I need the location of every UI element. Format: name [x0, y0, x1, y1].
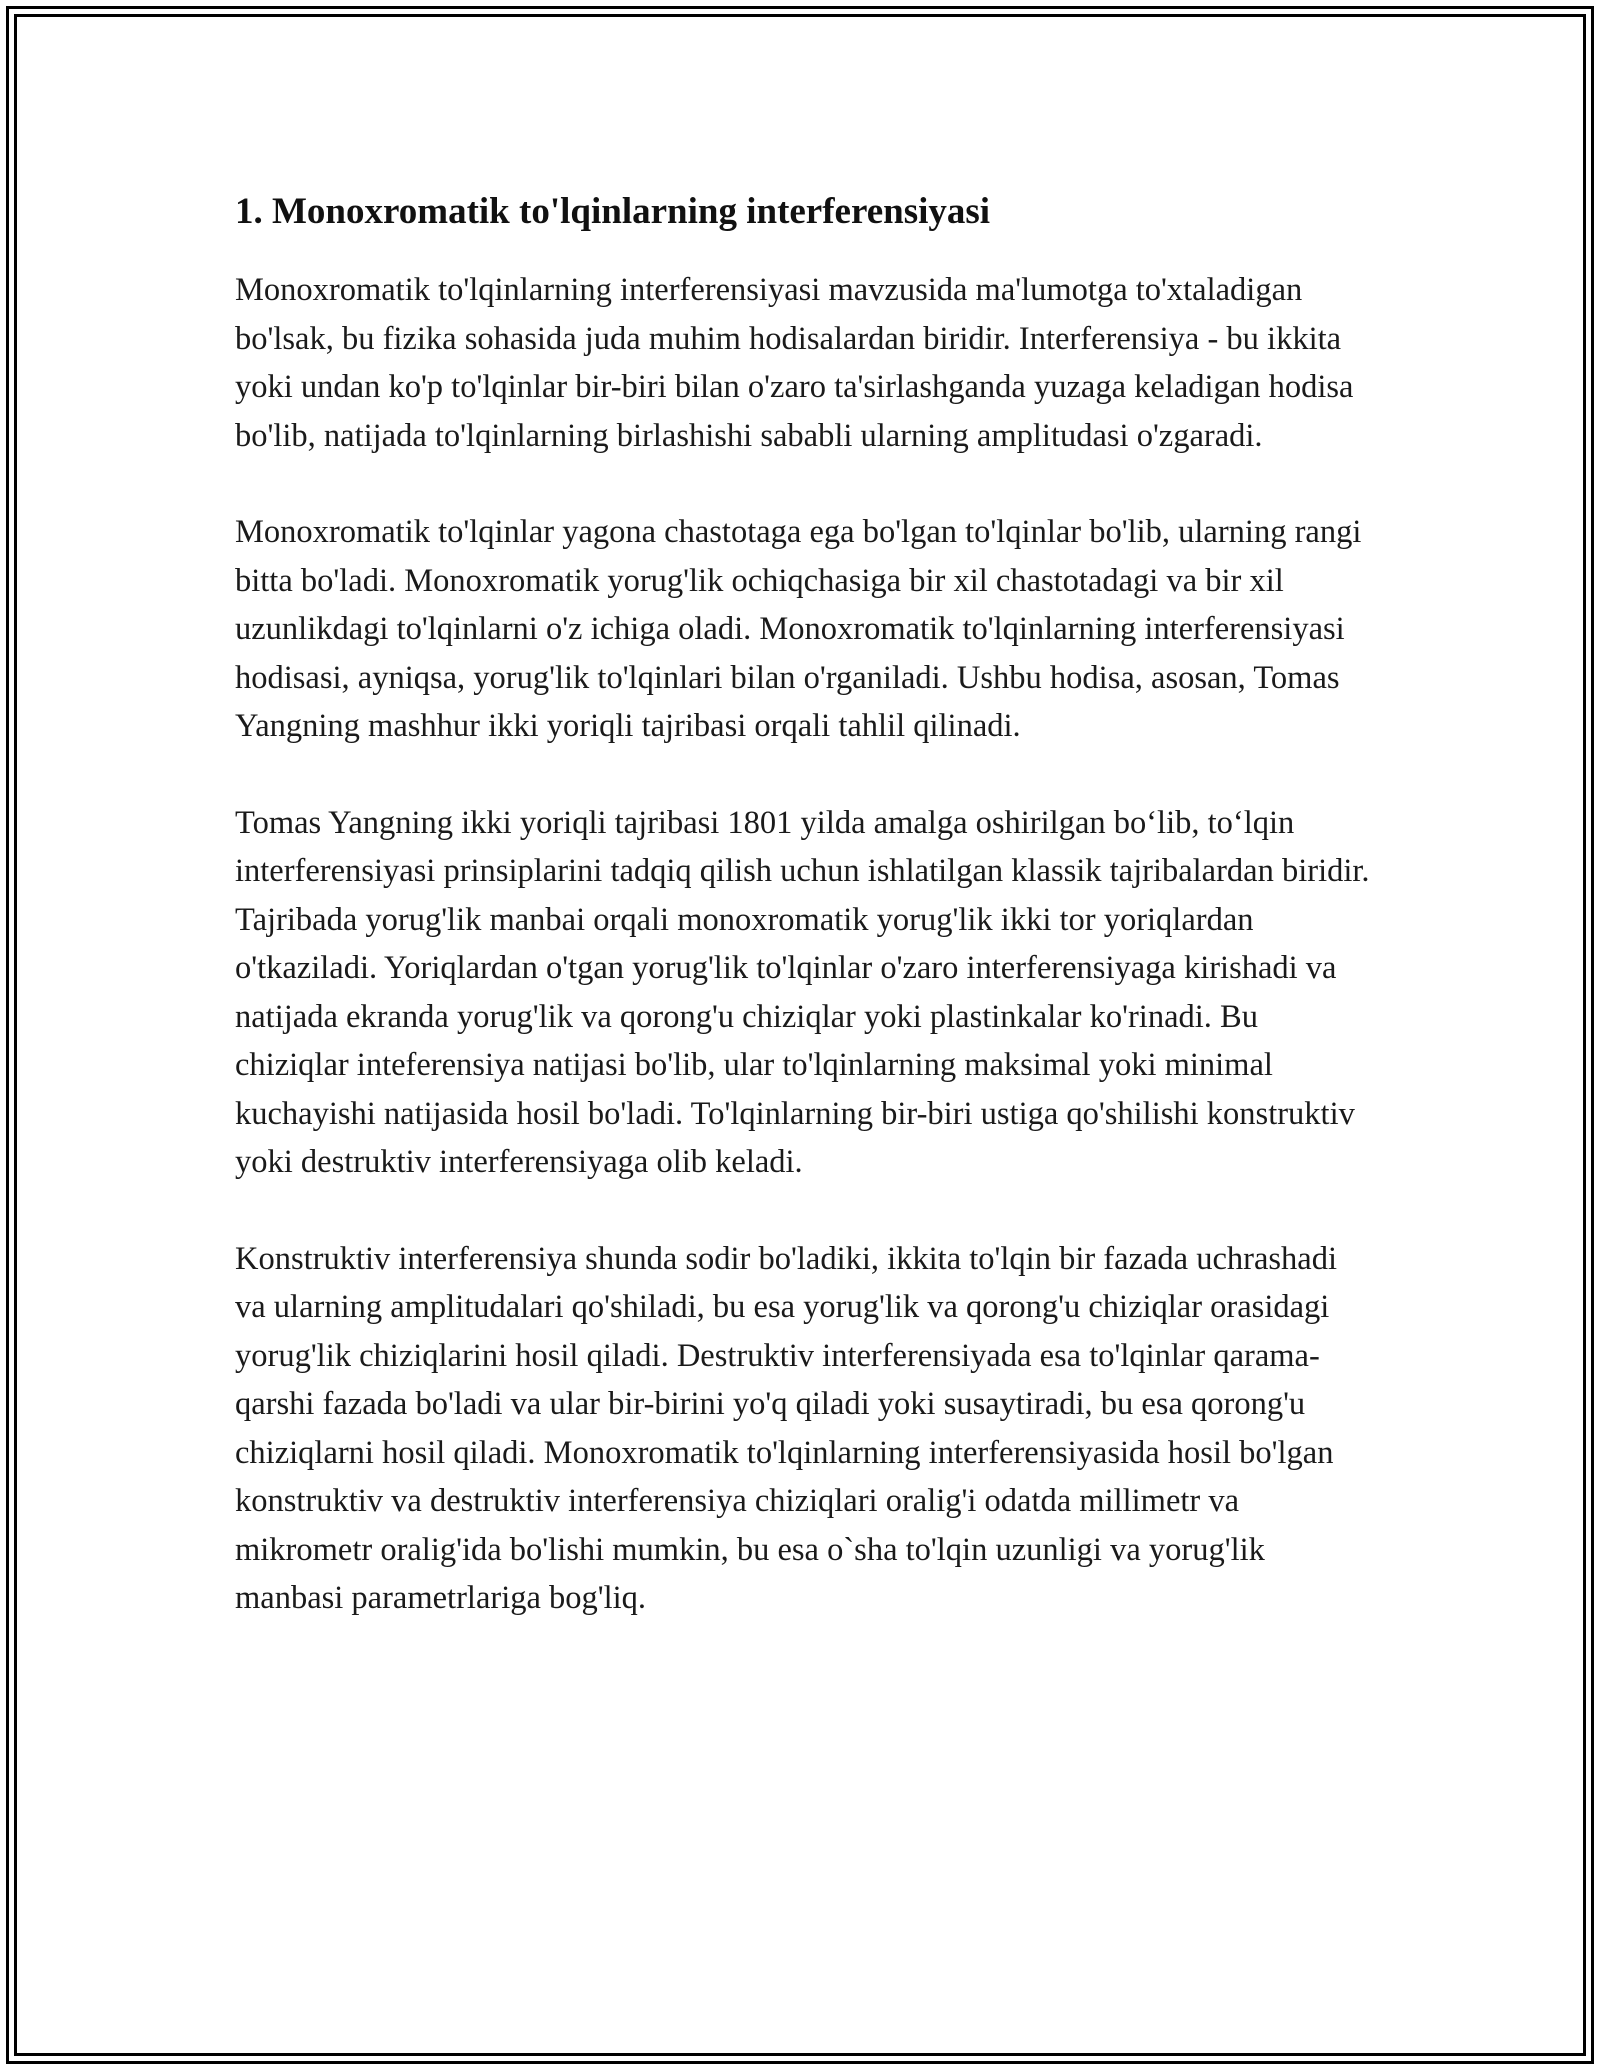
paragraph-4: Konstruktiv interferensiya shunda sodir bo'ladiki, ikkita to'lqin bir fazada uchrashadi va ularning amplitudalari qo'shiladi, bu esa yorug'lik va qorong'u chiziqlar orasidagi yorug'lik chiziqlarini hosil qiladi. Destruktiv interferensiyada esa to'lqinlar qarama-qarshi fazada bo'ladi va ular bir-birini yo'q qiladi yoki susaytiradi, bu esa qorong'u chiziqlarni hosil qiladi. Monoxromatik to'lqinlarning interferensiyasida hosil bo'lgan konstruktiv va destruktiv interferensiya chiziqlari oralig'i odatda millimetr va mikrometr oralig'ida bo'lishi mumkin, bu esa o`sha to'lqin uzunligi va yorug'lik manbasi parametrlariga bog'liq. — [235, 1240, 1337, 1616]
paragraph-1: Monoxromatik to'lqinlarning interferensiyasi mavzusida ma'lumotga to'xtaladigan bo'lsak, bu fizika sohasida juda muhim hodisalardan biridir. Interferensiya - bu ikkita yoki undan ko'p to'lqinlar bir-biri bilan o'zaro ta'sirlashganda yuzaga keladigan hodisa bo'lib, natijada to'lqinlarning birlashishi sababli ularning amplitudasi o'zgaradi. — [235, 272, 1354, 454]
document-body — [235, 188, 1375, 1671]
page-title: 1. Monoxromatik to'lqinlarning interferensiyasi — [235, 191, 991, 232]
paragraph-2: Monoxromatik to'lqinlar yagona chastotaga ega bo'lgan to'lqinlar bo'lib, ularning rangi bitta bo'ladi. Monoxromatik yorug'lik ochiqchasiga bir xil chastotadagi va bir xil uzunlikdagi to'lqinlarni o'z ichiga oladi. Monoxromatik to'lqinlarning interferensiyasi hodisasi, ayniqsa, yorug'lik to'lqinlari bilan o'rganiladi. Ushbu hodisa, asosan, Tomas Yangning mashhur ikki yoriqli tajribasi orqali tahlil qilinadi. — [235, 514, 1362, 744]
paragraph-3: Tomas Yangning ikki yoriqli tajribasi 1801 yilda amalga oshirilgan bo‘lib, to‘lqin interferensiyasi prinsiplarini tadqiq qilish uchun ishlatilgan klassik tajribalardan biridir. Tajribada yorug'lik manbai orqali monoxromatik yorug'lik ikki tor yoriqlardan o'tkaziladi. Yoriqlardan o'tgan yorug'lik to'lqinlar o'zaro interferensiyaga kirishadi va natijada ekranda yorug'lik va qorong'u chiziqlar yoki plastinkalar ko'rinadi. Bu chiziqlar inteferensiya natijasi bo'lib, ular to'lqinlarning maksimal yoki minimal kuchayishi natijasida hosil bo'ladi. To'lqinlarning bir-biri ustiga qo'shilishi konstruktiv yoki destruktiv interferensiyaga olib keladi. — [235, 804, 1370, 1180]
